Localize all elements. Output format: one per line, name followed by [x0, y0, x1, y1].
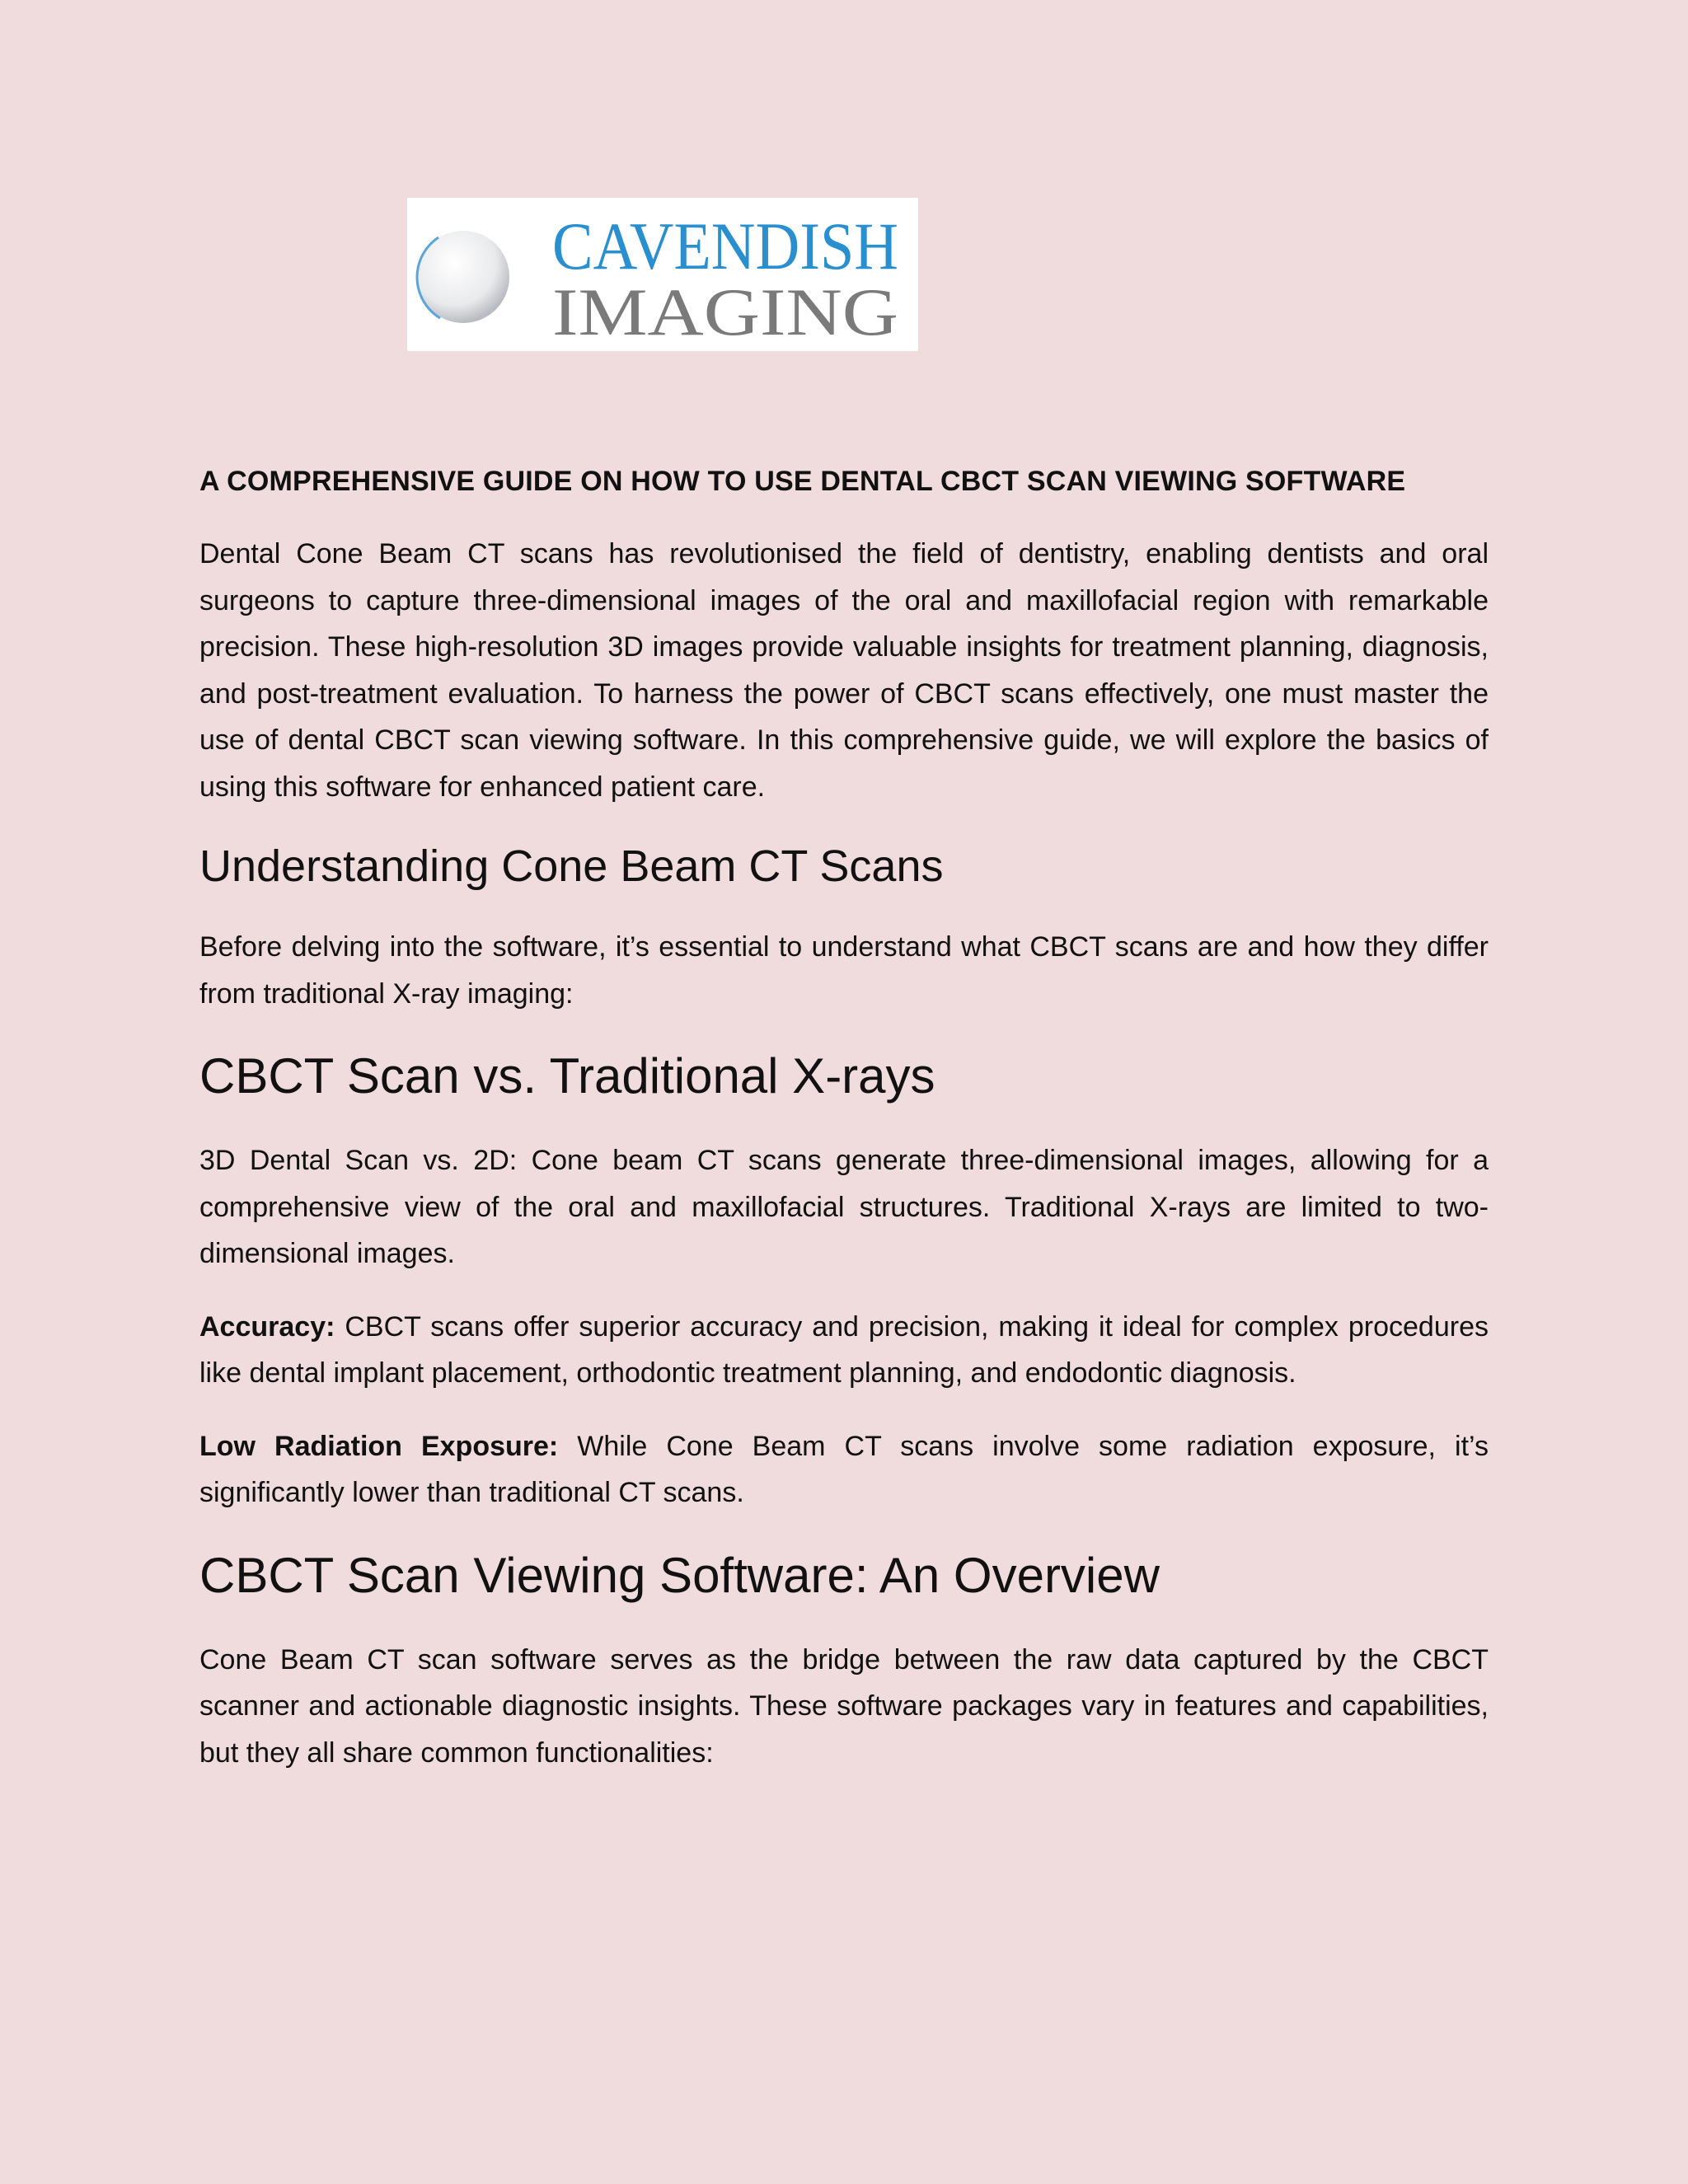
logo-line2: IMAGING	[552, 274, 898, 349]
section-heading-understanding: Understanding Cone Beam CT Scans	[199, 841, 944, 891]
section-understanding-text: Before delving into the software, it’s essential to understand what CBCT scans are and how they differ from traditional X-ray imaging:	[199, 931, 1489, 1010]
logo-line1: CAVENDISH	[552, 209, 898, 284]
document-title: A COMPREHENSIVE GUIDE ON HOW TO USE DENTAL CBCT SCAN VIEWING SOFTWARE	[199, 466, 1406, 497]
logo-graphic	[407, 198, 918, 351]
comparison-paragraph-3d: 3D Dental Scan vs. 2D: Cone beam CT scans generate three-dimensional images, allowing for a comprehensive view of the oral and maxillofacial structures. Traditional X-rays are limited to two-dimensional images.	[199, 1145, 1489, 1269]
company-logo	[407, 198, 918, 351]
document-body	[199, 462, 1489, 1802]
section-heading-overview: CBCT Scan Viewing Software: An Overview	[199, 1547, 1160, 1603]
intro-paragraph: Dental Cone Beam CT scans has revolutionised the field of dentistry, enabling dentists and oral surgeons to capture three-dimensional images of the oral and maxillofacial region with remarkable precision. These high-resolution 3D images provide valuable insights for treatment planning, diagnosis, and post-treatment evaluation. To harness the power of CBCT scans effectively, one must master the use of dental CBCT scan viewing software. In this comprehensive guide, we will explore the basics of using this software for enhanced patient care.	[199, 538, 1489, 803]
accuracy-lead: Accuracy:	[199, 1310, 335, 1343]
section-heading-comparison: CBCT Scan vs. Traditional X-rays	[199, 1048, 935, 1104]
accuracy-text: CBCT scans offer superior accuracy and precision, making it ideal for complex procedures like dental implant placement, orthodontic treatment planning, and endodontic diagnosis.	[199, 1310, 1489, 1389]
radiation-text: While Cone Beam CT scans involve some radiation exposure, it’s significantly lower than traditional CT scans.	[199, 1430, 1489, 1508]
radiation-lead: Low Radiation Exposure:	[199, 1430, 559, 1462]
comparison-paragraph-accuracy	[199, 1304, 1489, 1397]
comparison-paragraph-radiation	[199, 1423, 1489, 1516]
overview-paragraph: Cone Beam CT scan software serves as the bridge between the raw data captured by the CBCT scanner and actionable diagnostic insights. These software packages vary in features and capabilities, but they all share common functionalities:	[199, 1643, 1489, 1769]
